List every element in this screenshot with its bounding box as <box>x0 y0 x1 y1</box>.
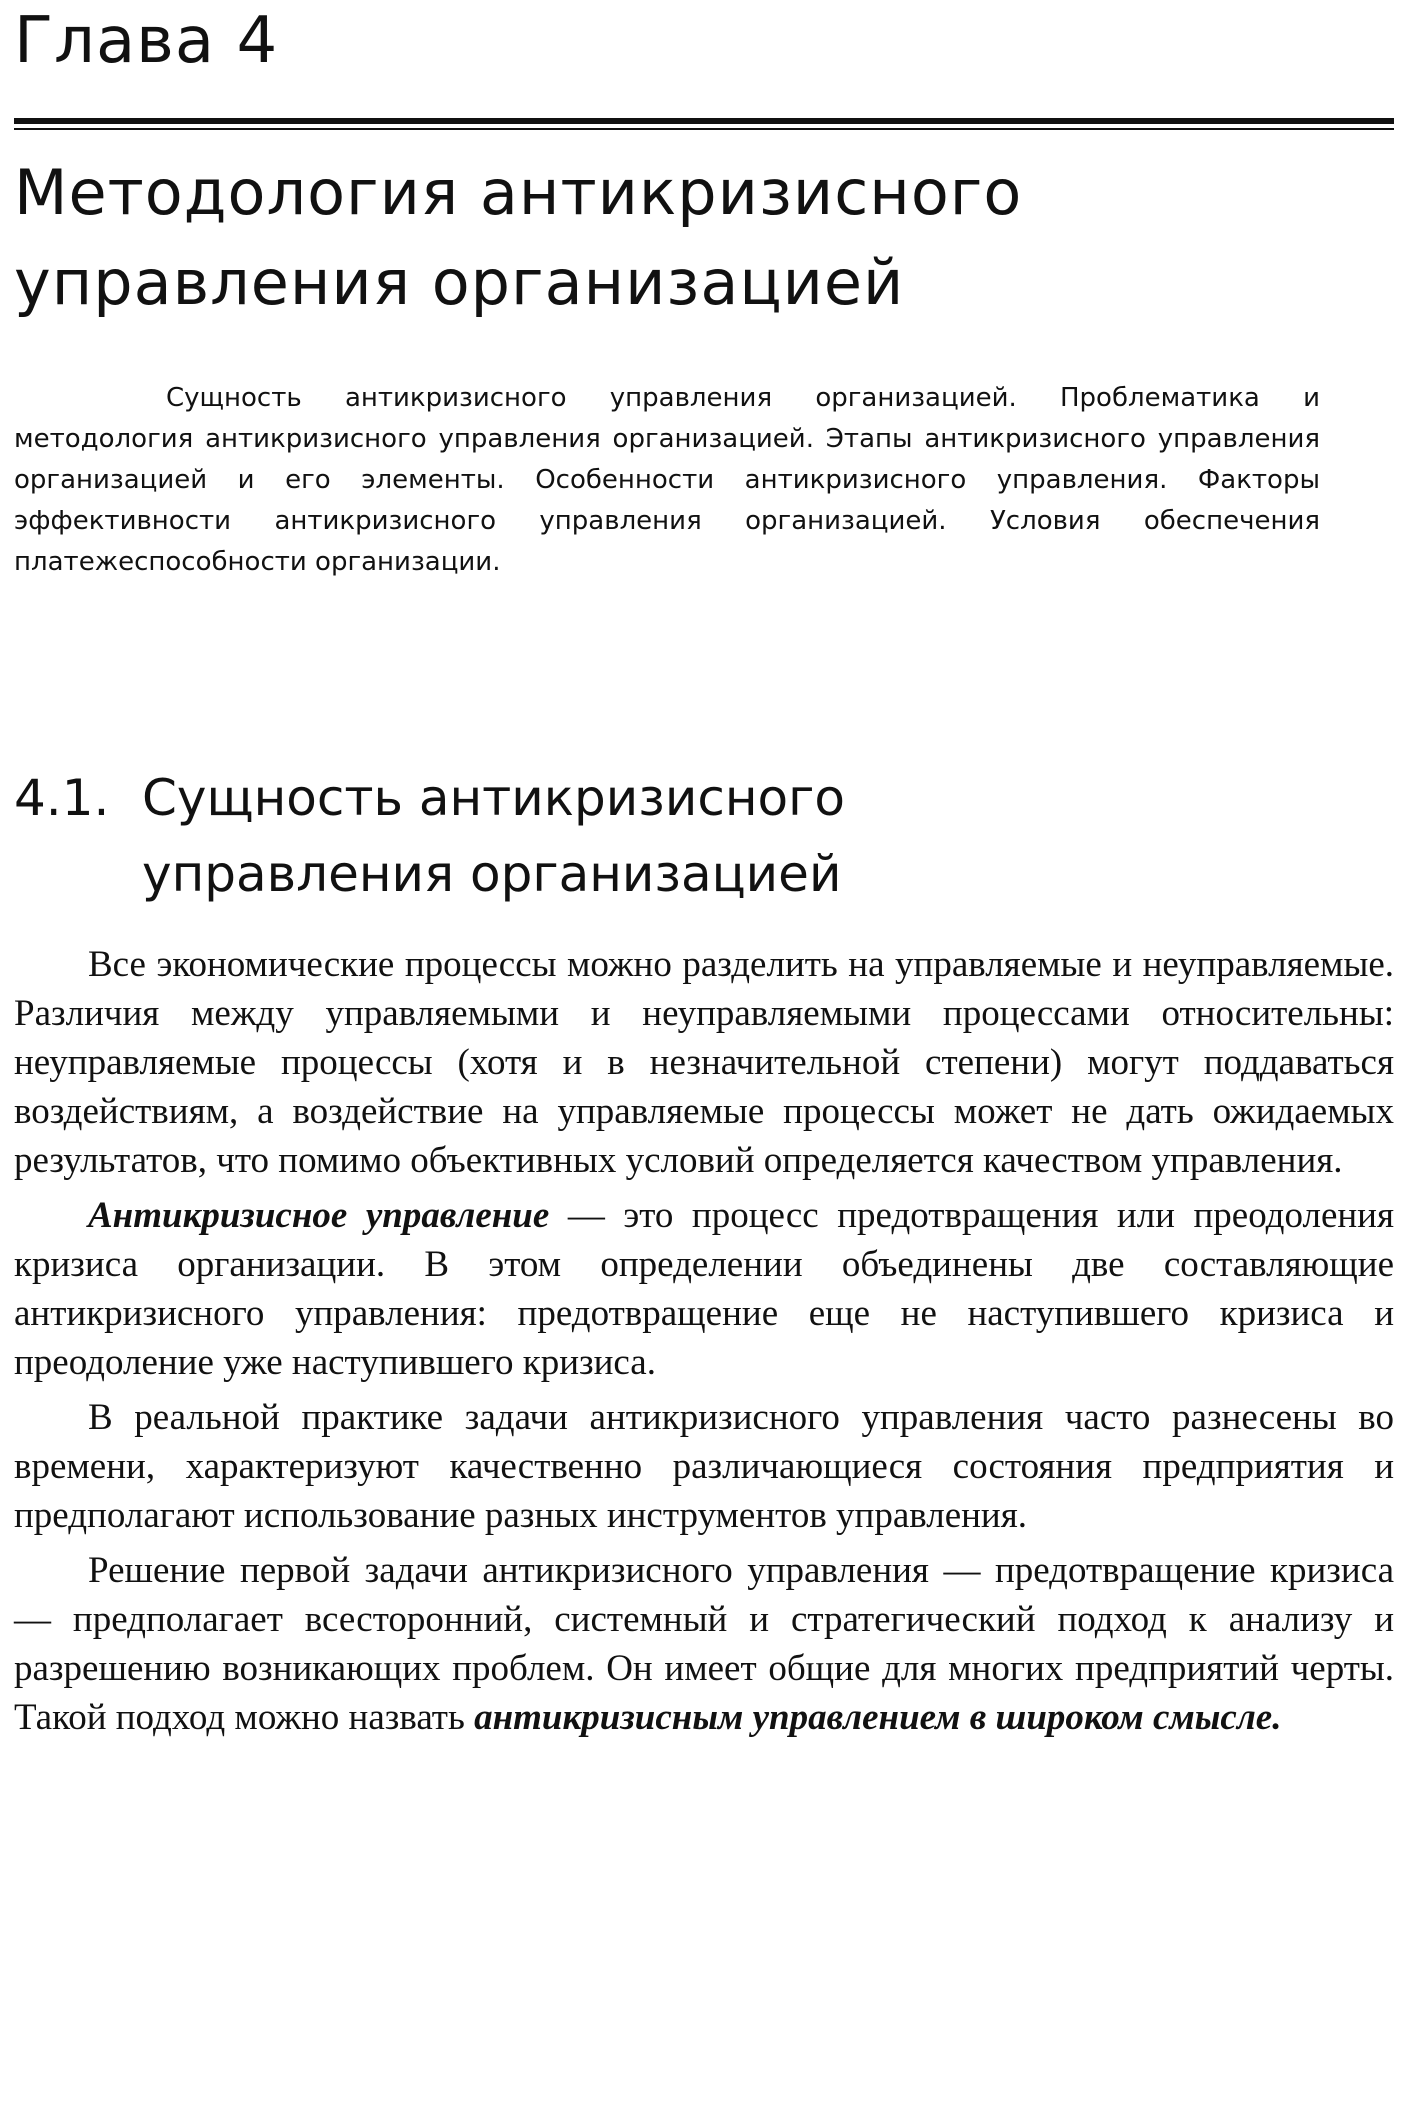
section-body <box>14 940 1394 1748</box>
chapter-abstract: Сущность антикризисного управления организацией. Проблематика и методология антикризисного управления организацией. Этапы антикризисного управления организацией и его элементы. Особенности антикризисного управления. Факторы эффективности антикризисного управления организацией. Условия обеспечения платежеспособности организации. <box>14 383 1320 577</box>
paragraph-2 <box>14 1191 1394 1387</box>
paragraph-4-text: Решение первой задачи антикризисного управления — предотвращение кризиса — предполагает всесторонний, системный и стратегический подход к анализу и разрешению возникающих проблем. Он имеет общие для многих предприятий черты. Такой подход можно назвать <box>14 1550 1394 1738</box>
section-title-line1: Сущность антикризисного <box>142 769 845 827</box>
chapter-label: Глава 4 <box>14 4 279 78</box>
book-page <box>14 0 1394 2128</box>
paragraph-3: В реальной практике задачи антикризисного управления часто разнесены во времени, характеризуют качественно различающиеся состояния предприятия и предполагают использование разных инструментов управления. <box>14 1397 1394 1536</box>
term-anticrisis-management: Антикризисное управление <box>88 1195 550 1236</box>
paragraph-2-text: — это процесс предотвращения или преодоления кризиса организации. В этом определении объединены две составляющие антикризисного управления: предотвращение еще не наступившего кризиса и преодоление уже наступившего кризиса. <box>14 1195 1394 1383</box>
paragraph-1: Все экономические процессы можно разделить на управляемые и неуправляемые. Различия между управляемыми и неуправляемыми процессами относительны: неуправляемые процессы (хотя и в незначительной степени) могут поддаваться воздействиям, а воздействие на управляемые процессы может не дать ожидаемых результатов, что помимо объективных условий определяется качеством управления. <box>14 944 1394 1181</box>
chapter-title <box>14 148 1394 328</box>
section-heading <box>14 760 1394 912</box>
section-number: 4.1. <box>14 769 110 827</box>
section-title-line2: управления организацией <box>142 845 842 903</box>
chapter-title-line2: управления организацией <box>14 246 905 319</box>
chapter-rule-thin <box>14 128 1394 130</box>
term-broad-sense: антикризисным управлением в широком смысле. <box>474 1697 1282 1738</box>
chapter-title-line1: Методология антикризисного <box>14 156 1023 229</box>
paragraph-4 <box>14 1546 1394 1742</box>
chapter-rule-thick <box>14 118 1394 124</box>
